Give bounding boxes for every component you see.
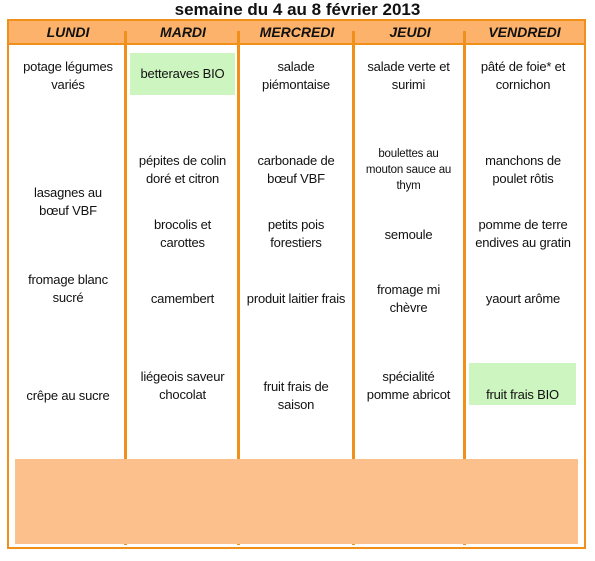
jeudi-fromage: fromage mi chèvre	[376, 282, 441, 315]
lundi-dessert: crêpe au sucre	[26, 388, 110, 403]
mercredi-dessert: fruit frais de saison	[263, 379, 329, 412]
vendredi-entree: pâté de foie* et cornichon	[480, 59, 566, 92]
vendredi-dessert: fruit frais BIO	[469, 363, 576, 405]
mercredi-accompagnement: petits pois forestiers	[267, 217, 325, 250]
day-header-mardi: MARDI	[160, 24, 206, 40]
lundi-fromage: fromage blanc sucré	[28, 272, 108, 305]
jeudi-entree: salade verte et surimi	[367, 59, 450, 92]
day-header-vendredi: VENDREDI	[488, 24, 561, 40]
table-header	[9, 21, 584, 45]
vendredi-accompagnement: pomme de terre endives au gratin	[475, 217, 571, 250]
lundi-plat: lasagnes au bœuf VBF	[34, 185, 102, 218]
mercredi-entree: salade piémontaise	[262, 59, 330, 92]
jeudi-dessert: spécialité pomme abricot	[366, 369, 451, 402]
day-header-mercredi: MERCREDI	[259, 24, 335, 40]
mardi-accompagnement: brocolis et carottes	[153, 217, 212, 250]
mardi-plat: pépites de colin doré et citron	[138, 153, 227, 186]
footer-band	[15, 459, 578, 544]
vendredi-plat: manchons de poulet rôtis	[485, 153, 561, 186]
vendredi-fromage: yaourt arôme	[485, 291, 561, 306]
day-header-jeudi: JEUDI	[389, 24, 431, 40]
mardi-dessert: liégeois saveur chocolat	[140, 369, 225, 402]
jeudi-plat: boulettes au mouton sauce au thym	[365, 148, 452, 192]
jeudi-accompagnement: semoule	[384, 227, 433, 242]
mardi-entree: betteraves BIO	[130, 53, 235, 95]
mercredi-plat: carbonade de bœuf VBF	[257, 153, 335, 186]
mercredi-fromage: produit laitier frais	[246, 291, 346, 306]
day-header-lundi: LUNDI	[46, 24, 90, 40]
page-title: semaine du 4 au 8 février 2013	[174, 0, 421, 19]
mardi-fromage: camembert	[150, 291, 215, 306]
lundi-entree: potage légumes variés	[23, 59, 113, 92]
